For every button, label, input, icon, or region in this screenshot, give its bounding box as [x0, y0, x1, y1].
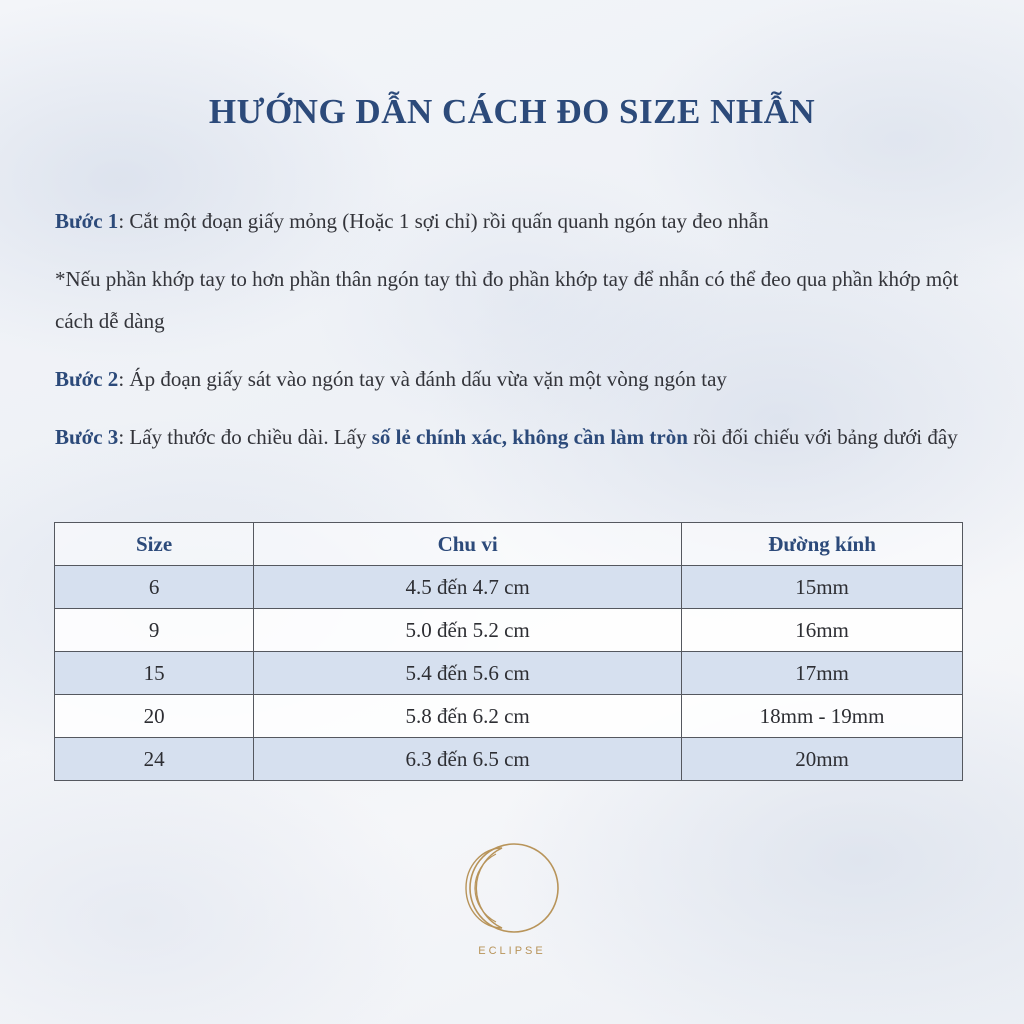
- eclipse-logo: [462, 840, 562, 970]
- cell-diameter: 15mm: [682, 566, 963, 609]
- page-title: HƯỚNG DẪN CÁCH ĐO SIZE NHẪN: [208, 92, 816, 131]
- ring-size-table: [54, 522, 963, 781]
- cell-diameter: 17mm: [682, 652, 963, 695]
- cell-size: 20: [55, 695, 254, 738]
- cell-size: 24: [55, 738, 254, 781]
- step-2-label: Bước 2: [55, 367, 119, 391]
- cell-diameter: 20mm: [682, 738, 963, 781]
- table-row: [55, 695, 963, 738]
- instructions: [55, 200, 975, 458]
- cell-size: 9: [55, 609, 254, 652]
- cell-circumference: 4.5 đến 4.7 cm: [254, 566, 682, 609]
- step-1: [55, 200, 975, 242]
- step-3-text-after: rồi đối chiếu với bảng dưới đây: [687, 425, 958, 449]
- cell-diameter: 16mm: [682, 609, 963, 652]
- header-circumference: Chu vi: [254, 523, 682, 566]
- cell-diameter: 18mm - 19mm: [682, 695, 963, 738]
- cell-circumference: 5.4 đến 5.6 cm: [254, 652, 682, 695]
- step-3-text-before: : Lấy thước đo chiều dài. Lấy: [118, 425, 372, 449]
- step-1-label: Bước 1: [55, 209, 119, 233]
- step-2-text: : Áp đoạn giấy sát vào ngón tay và đánh dấu vừa vặn một vòng ngón tay: [118, 367, 727, 391]
- cell-size: 15: [55, 652, 254, 695]
- cell-circumference: 5.0 đến 5.2 cm: [254, 609, 682, 652]
- table-header-row: [55, 523, 963, 566]
- table-row: [55, 566, 963, 609]
- step-1-note: *Nếu phần khớp tay to hơn phần thân ngón tay thì đo phần khớp tay để nhẫn có thể đeo qua phần khớp một cách dễ dàng: [55, 267, 959, 333]
- eclipse-crescent-icon: [462, 840, 562, 970]
- header-size: Size: [55, 523, 254, 566]
- cell-size: 6: [55, 566, 254, 609]
- table-row: [55, 652, 963, 695]
- step-1-text: : Cắt một đoạn giấy mỏng (Hoặc 1 sợi chỉ) rồi quấn quanh ngón tay đeo nhẫn: [118, 209, 769, 233]
- cell-circumference: 5.8 đến 6.2 cm: [254, 695, 682, 738]
- step-2: [55, 358, 975, 400]
- table-row: [55, 738, 963, 781]
- header-diameter: Đường kính: [682, 523, 963, 566]
- logo-wordmark: ECLIPSE: [478, 945, 546, 957]
- table-row: [55, 609, 963, 652]
- step-3: [55, 416, 975, 458]
- step-3-label: Bước 3: [55, 425, 119, 449]
- step-3-emphasis: số lẻ chính xác, không cần làm tròn: [371, 425, 688, 449]
- cell-circumference: 6.3 đến 6.5 cm: [254, 738, 682, 781]
